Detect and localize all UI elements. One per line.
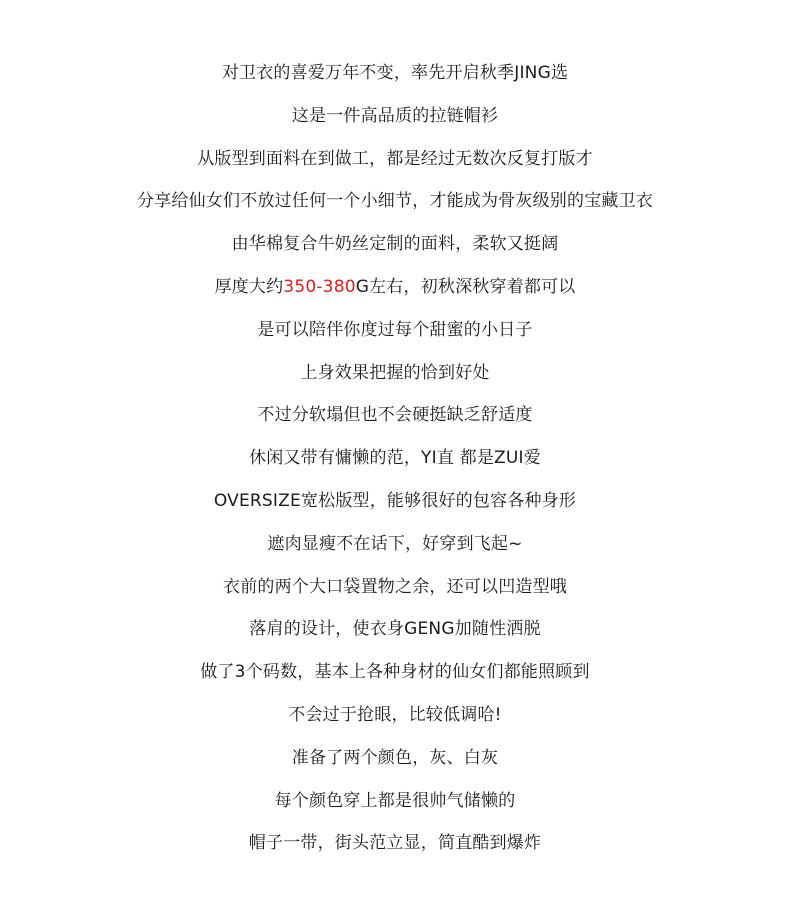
description-line: 每个颜色穿上都是很帅气储懒的 (274, 790, 516, 811)
description-line: 做了3个码数，基本上各种身材的仙女们都能照顾到 (200, 662, 590, 683)
description-line: 遮肉显瘦不在话下，好穿到飞起~ (267, 533, 523, 554)
description-line: 对卫衣的喜爱万年不变，率先开启秋季JING选 (221, 63, 569, 83)
thickness-highlight: 350-380 (283, 276, 356, 297)
description-line: 分享给仙女们不放过任何一个小细节，才能成为骨灰级别的宝藏卫衣 (137, 191, 653, 212)
description-line: OVERSIZE宽松版型，能够很好的包容各种身形 (213, 490, 577, 511)
description-line: 落肩的设计，使衣身GENG加随性洒脱 (249, 619, 541, 640)
description-line: 不过分软塌但也不会硬挺缺乏舒适度 (257, 405, 533, 426)
description-line: 准备了两个颜色，灰、白灰 (291, 747, 499, 768)
description-line: 上身效果把握的恰到好处 (300, 362, 490, 383)
description-line: 这是一件高品质的拉链帽衫 (291, 105, 499, 126)
description-line: 不会过于抢眼，比较低调哈! (288, 704, 502, 725)
description-line: 休闲又带有慵懒的范，YI直 都是ZUI爱 (249, 448, 541, 469)
thickness-suffix: G左右，初秋深秋穿着都可以 (355, 276, 576, 297)
description-line: 是可以陪伴你度过每个甜蜜的小日子 (257, 319, 533, 340)
description-line: 从版型到面料在到做工，都是经过无数次反复打版才 (197, 148, 593, 169)
thickness-prefix: 厚度大约 (214, 276, 284, 297)
product-description (0, 52, 790, 865)
description-line-thickness (0, 266, 790, 309)
description-line: 衣前的两个大口袋置物之余，还可以凹造型哦 (223, 576, 567, 597)
description-line: 帽子一带，街头范立显，简直酷到爆炸 (248, 833, 542, 854)
description-line: 由华棉复合牛奶丝定制的面料，柔软又挺阔 (231, 234, 559, 255)
